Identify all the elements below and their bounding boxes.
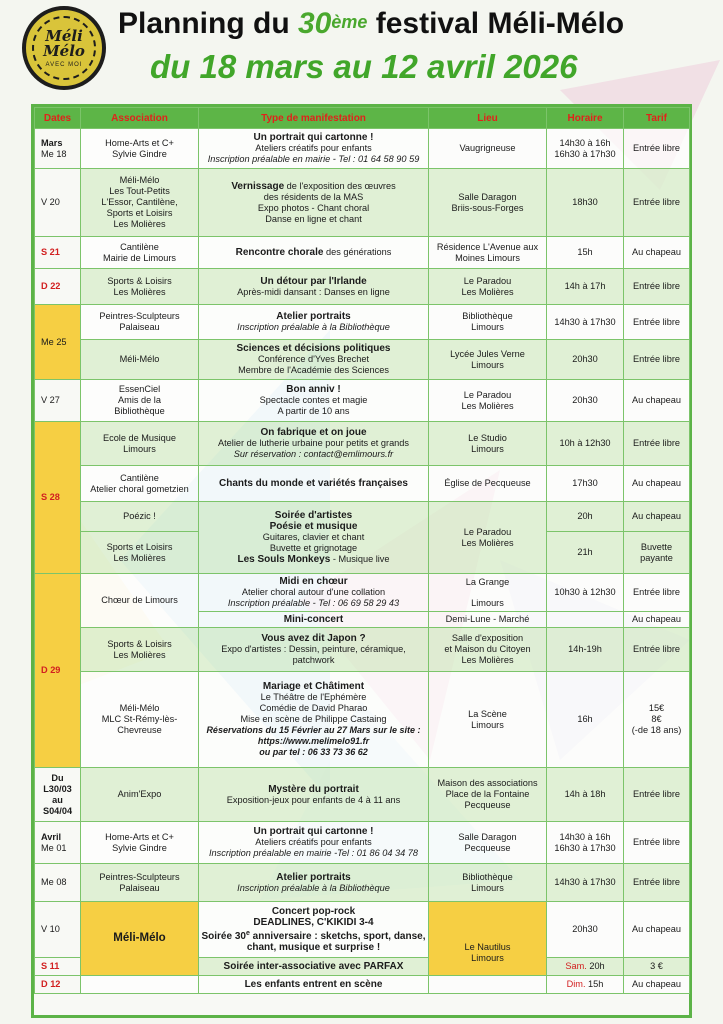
date-cell: V 10 (35, 902, 81, 958)
title-sup: ème (331, 12, 368, 32)
horaire-cell: 15h (547, 237, 624, 269)
festival-dates: du 18 mars au 12 avril 2026 (150, 48, 578, 85)
date-cell: V 20 (35, 169, 81, 237)
lieu-cell: Lycée Jules Verne Limours (429, 340, 547, 380)
tarif-cell: Entrée libre (624, 269, 690, 305)
table-row (35, 822, 690, 864)
logo-line-2: Mélo (43, 41, 85, 60)
assoc-cell: Sports & Loisirs Les Molières (81, 628, 199, 672)
date-cell: D 29 (35, 574, 81, 768)
lieu-cell: Salle d'exposition et Maison du Citoyen Les Molières (429, 628, 547, 672)
lieu-cell: Le Paradou Les Molières (429, 269, 547, 305)
tarif-cell: Entrée libre (624, 340, 690, 380)
horaire-cell: 20h30 (547, 340, 624, 380)
lieu-cell: Le Nautilus Limours (429, 902, 547, 976)
planning-table (31, 104, 692, 1018)
tarif-cell: Entrée libre (624, 822, 690, 864)
tarif-cell: Au chapeau (624, 502, 690, 532)
table-header (35, 108, 690, 129)
lieu-cell: Résidence L'Avenue aux Moines Limours (429, 237, 547, 269)
tarif-cell: Entrée libre (624, 768, 690, 822)
date-cell: Me 08 (35, 864, 81, 902)
title-prefix: Planning du (118, 7, 298, 40)
horaire-cell: 14h30 à 16h 16h30 à 17h30 (547, 822, 624, 864)
type-cell: Un portrait qui cartonne ! Ateliers créatifs pour enfants Inscription préalable en mairie - Tel : 01 64 58 90 59 (199, 129, 429, 169)
lieu-cell: Maison des associations Place de la Fontaine Pecqueuse (429, 768, 547, 822)
lieu-cell: Salle Daragon Briis-sous-Forges (429, 169, 547, 237)
lieu-cell: La Scène Limours (429, 672, 547, 768)
date-cell: Du L30/03 au S04/04 (35, 768, 81, 822)
assoc-cell: Peintres-Sculpteurs Palaiseau (81, 864, 199, 902)
horaire-cell: 14h30 à 16h 16h30 à 17h30 (547, 129, 624, 169)
horaire-cell: 20h30 (547, 380, 624, 422)
type-cell: Un détour par l'Irlande Après-midi dansant : Danses en ligne (199, 269, 429, 305)
table-row (35, 269, 690, 305)
table-row (35, 768, 690, 822)
lieu-cell: Vaugrigneuse (429, 129, 547, 169)
tarif-cell: Entrée libre (624, 305, 690, 340)
lieu-cell: La Grange Limours (429, 574, 547, 612)
lieu-cell: Le Paradou Les Molières (429, 380, 547, 422)
lieu-cell: Demi-Lune - Marché (429, 612, 547, 628)
horaire-cell: 14h30 à 17h30 (547, 305, 624, 340)
type-cell: Sciences et décisions politiques Conférence d'Yves Brechet Membre de l'Académie des Sciences (199, 340, 429, 380)
horaire-cell: 14h30 à 17h30 (547, 864, 624, 902)
type-cell: Chants du monde et variétés françaises (199, 466, 429, 502)
tarif-cell: Entrée libre (624, 169, 690, 237)
date-cell: Avril Me 01 (35, 822, 81, 864)
logo-line-3: AVEC MOI (45, 61, 83, 68)
type-cell: Midi en chœur Atelier choral autour d'une collation Inscription préalable - Tel : 06 69 58 29 43 (199, 574, 429, 612)
assoc-cell: Sports et Loisirs Les Molières (81, 532, 199, 574)
table-row (35, 129, 690, 169)
table-row (35, 380, 690, 422)
date-cell: S 21 (35, 237, 81, 269)
type-cell: Rencontre chorale des générations (199, 237, 429, 269)
lieu-cell: Bibliothèque Limours (429, 305, 547, 340)
assoc-cell: Méli-Mélo (81, 902, 199, 976)
assoc-cell: Home-Arts et C+ Sylvie Gindre (81, 822, 199, 864)
assoc-cell: Méli-Mélo (81, 340, 199, 380)
type-cell: Mini-concert (199, 612, 429, 628)
tarif-cell: 15€ 8€ (-de 18 ans) (624, 672, 690, 768)
lieu-cell: Salle Daragon Pecqueuse (429, 822, 547, 864)
assoc-cell: EssenCiel Amis de la Bibliothèque (81, 380, 199, 422)
tarif-cell: Buvette payante (624, 532, 690, 574)
lieu-cell: Le Studio Limours (429, 422, 547, 466)
table-row (35, 466, 690, 502)
date-cell: D 12 (35, 976, 81, 994)
tarif-cell: Entrée libre (624, 864, 690, 902)
type-cell: On fabrique et on joue Atelier de lutherie urbaine pour petits et grands Sur réservation : contact@emlimours.fr (199, 422, 429, 466)
horaire-cell: 14h-19h (547, 628, 624, 672)
tarif-cell: Entrée libre (624, 574, 690, 612)
lieu-cell (429, 976, 547, 994)
assoc-cell: Home-Arts et C+ Sylvie Gindre (81, 129, 199, 169)
lieu-cell: Église de Pecqueuse (429, 466, 547, 502)
table-row (35, 976, 690, 994)
tarif-cell: Au chapeau (624, 976, 690, 994)
tarif-cell: Au chapeau (624, 466, 690, 502)
type-cell: Vernissage de l'exposition des œuvres des résidents de la MAS Expo photos - Chant choral Danse en ligne et chant (199, 169, 429, 237)
page-title (118, 4, 718, 44)
logo-line-1: Méli (45, 26, 83, 45)
col-tarif: Tarif (624, 108, 690, 129)
title-rest: festival Méli-Mélo (367, 7, 625, 40)
table-row (35, 574, 690, 612)
tarif-cell: 3 € (624, 958, 690, 976)
date-cell: Mars Me 18 (35, 129, 81, 169)
assoc-cell: Chœur de Limours (81, 574, 199, 628)
lieu-cell: Bibliothèque Limours (429, 864, 547, 902)
date-cell: V 27 (35, 380, 81, 422)
table-row (35, 502, 690, 532)
type-cell: Vous avez dit Japon ? Expo d'artistes : Dessin, peinture, céramique, patchwork (199, 628, 429, 672)
horaire-cell: Dim. 15h (547, 976, 624, 994)
title-number: 30 (298, 7, 332, 40)
table-row (35, 672, 690, 768)
horaire-cell: 10h à 12h30 (547, 422, 624, 466)
tarif-cell: Au chapeau (624, 380, 690, 422)
type-cell: Les enfants entrent en scène (199, 976, 429, 994)
date-cell: S 11 (35, 958, 81, 976)
date-cell: Me 25 (35, 305, 81, 380)
festival-logo (22, 6, 106, 90)
type-cell: Mystère du portrait Exposition-jeux pour enfants de 4 à 11 ans (199, 768, 429, 822)
tarif-cell: Au chapeau (624, 902, 690, 958)
type-cell: Atelier portraits Inscription préalable à la Bibliothèque (199, 864, 429, 902)
horaire-cell: 14h à 17h (547, 269, 624, 305)
horaire-cell: 20h30 (547, 902, 624, 958)
tarif-cell: Entrée libre (624, 628, 690, 672)
horaire-cell: 18h30 (547, 169, 624, 237)
table-row (35, 864, 690, 902)
assoc-cell: Poézic ! (81, 502, 199, 532)
horaire-cell (547, 612, 624, 628)
date-cell: D 22 (35, 269, 81, 305)
header (0, 0, 723, 100)
horaire-cell: 17h30 (547, 466, 624, 502)
table-row (35, 305, 690, 340)
assoc-cell: Sports & Loisirs Les Molières (81, 269, 199, 305)
table-row (35, 340, 690, 380)
tarif-cell: Au chapeau (624, 237, 690, 269)
assoc-cell: Peintres-Sculpteurs Palaiseau (81, 305, 199, 340)
assoc-cell (81, 976, 199, 994)
table-row (35, 169, 690, 237)
assoc-cell: Cantilène Atelier choral gometzien (81, 466, 199, 502)
horaire-cell: 21h (547, 532, 624, 574)
assoc-cell: Anim'Expo (81, 768, 199, 822)
horaire-cell: 14h à 18h (547, 768, 624, 822)
type-cell: Soirée d'artistes Poésie et musique Guitares, clavier et chant Buvette et grignotage Les Souls Monkeys - Musique live (199, 502, 429, 574)
col-type: Type de manifestation (199, 108, 429, 129)
col-horaire: Horaire (547, 108, 624, 129)
type-cell: Concert pop-rock DEADLINES, C'KIKIDI 3-4 Soirée 30e anniversaire : sketchs, sport, danse, chant, musique et surprise ! (199, 902, 429, 958)
tarif-cell: Entrée libre (624, 129, 690, 169)
table-row (35, 902, 690, 958)
type-cell: Mariage et Châtiment Le Théâtre de l'Ephémère Comédie de David Pharao Mise en scène de Philippe Castaing Réservations du 15 Février au 27 Mars sur le site : https://www.melimelo91.fr ou par tel : 06 33 73 36 62 (199, 672, 429, 768)
horaire-cell: Sam. 20h (547, 958, 624, 976)
table-row (35, 237, 690, 269)
lieu-cell: Le Paradou Les Molières (429, 502, 547, 574)
type-cell: Atelier portraits Inscription préalable à la Bibliothèque (199, 305, 429, 340)
date-cell: S 28 (35, 422, 81, 574)
type-cell: Un portrait qui cartonne ! Ateliers créatifs pour enfants Inscription préalable en mairie -Tel : 01 86 04 34 78 (199, 822, 429, 864)
table-row (35, 422, 690, 466)
assoc-cell: Méli-Mélo Les Tout-Petits L'Essor, Cantilène, Sports et Loisirs Les Molières (81, 169, 199, 237)
col-lieu: Lieu (429, 108, 547, 129)
col-dates: Dates (35, 108, 81, 129)
tarif-cell: Au chapeau (624, 612, 690, 628)
assoc-cell: Méli-Mélo MLC St-Rémy-lès- Chevreuse (81, 672, 199, 768)
assoc-cell: Ecole de Musique Limours (81, 422, 199, 466)
horaire-cell: 20h (547, 502, 624, 532)
type-cell: Soirée inter-associative avec PARFAX (199, 958, 429, 976)
assoc-cell: Cantilène Mairie de Limours (81, 237, 199, 269)
col-association: Association (81, 108, 199, 129)
table-row (35, 628, 690, 672)
tarif-cell: Entrée libre (624, 422, 690, 466)
type-cell: Bon anniv ! Spectacle contes et magie A partir de 10 ans (199, 380, 429, 422)
horaire-cell: 10h30 à 12h30 (547, 574, 624, 612)
horaire-cell: 16h (547, 672, 624, 768)
